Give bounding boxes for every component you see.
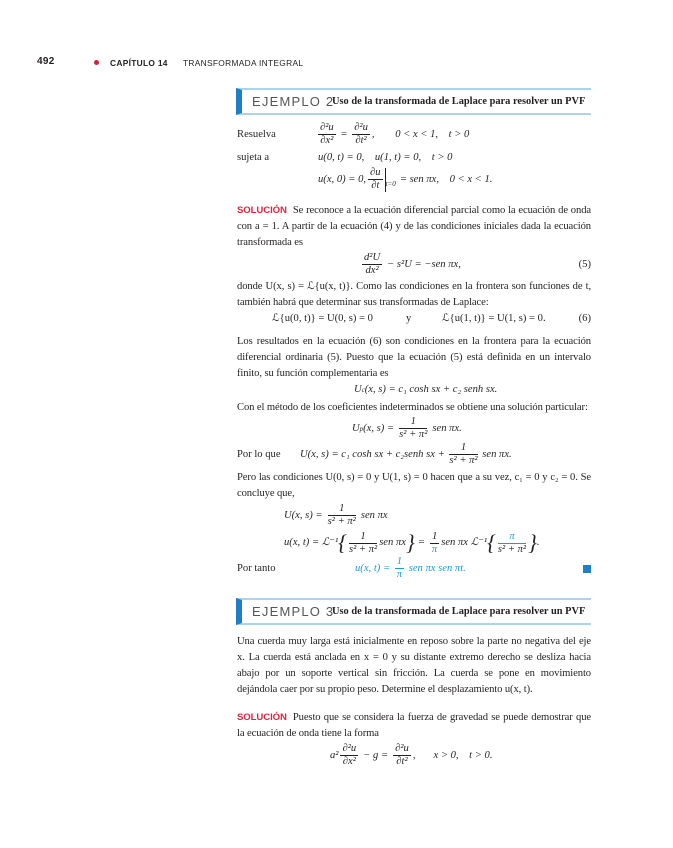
right: sen πx xyxy=(360,509,388,521)
equation-5 xyxy=(236,252,591,277)
den: ∂t² xyxy=(396,756,408,767)
bullet-icon xyxy=(94,60,99,65)
example-label: EJEMPLO 3 xyxy=(252,604,335,619)
left: u(x, t) = xyxy=(355,562,391,574)
example-title: Uso de la transformada de Laplace para resolver un PVF xyxy=(332,606,586,617)
num: π xyxy=(498,531,526,544)
mid: sen πx xyxy=(379,537,406,548)
right: sen πx sen πt. xyxy=(408,562,466,574)
paragraph-3: Los resultados en la ecuación (6) son condiciones en la frontera para la ecuación diferencial ordinaria (5). Puesto que la ecuación (5) está definida en un intervalo finito, su función complementaria es xyxy=(237,336,591,379)
sub: p xyxy=(359,424,364,433)
solution-paragraph-3 xyxy=(236,710,591,742)
den: ∂x² xyxy=(342,756,356,767)
left: (x, s) = xyxy=(363,422,395,434)
den: ∂x² xyxy=(320,135,334,146)
right: sen πx. xyxy=(482,448,512,460)
domain: 0 < x < 1, t > 0 xyxy=(395,128,470,140)
end: . xyxy=(536,537,540,548)
eq: = xyxy=(417,537,425,548)
inverse-transform: u(x, t) = ℒ⁻¹ { $\frac{1}{\text{s² + π²}}$ sen πx } = $\frac{1}{\pi}$ sen πx ℒ⁻¹ { $\frac{\pi}{\text{s² + π²}}$ } . xyxy=(284,530,540,555)
den: s² + π² xyxy=(348,543,378,555)
rest: − s²U = −sen πx, xyxy=(387,258,461,270)
boundary-conditions: u(0, t) = 0, u(1, t) = 0, t > 0 xyxy=(318,152,453,163)
paragraph-4: Con el método de los coeficientes indeterminados se obtiene una solución particular: xyxy=(237,402,588,413)
example-title: Uso de la transformada de Laplace para resolver un PVF xyxy=(332,96,586,107)
chapter-title: TRANSFORMADA INTEGRAL xyxy=(183,58,304,68)
eq6-right: ℒ{u(1, t)} = U(1, s) = 0. xyxy=(442,313,546,324)
equation-6 xyxy=(236,311,591,327)
coef: a² xyxy=(330,749,339,761)
den: π xyxy=(431,543,438,555)
transformed-solution xyxy=(236,503,591,528)
equation-tag-5: (5) xyxy=(578,258,591,270)
eq6-left: ℒ{u(0, t)} = U(0, s) = 0 xyxy=(272,313,373,324)
den: s² + π² xyxy=(327,516,356,527)
left: U(x, s) = xyxy=(284,509,323,521)
final-solution xyxy=(355,556,466,581)
num: 1 xyxy=(449,442,477,455)
ic-right: = sen πx, 0 < x < 1. xyxy=(399,173,493,185)
page-number: 492 xyxy=(37,56,55,67)
eval-sub: t=0 xyxy=(385,180,396,188)
solution-label: SOLUCIÓN xyxy=(237,712,287,723)
eq6-and: y xyxy=(406,313,412,324)
complementary-function xyxy=(236,382,591,398)
num: 1 xyxy=(349,531,377,544)
num: ∂u xyxy=(370,167,381,178)
domain: x > 0, t > 0. xyxy=(433,749,493,761)
ic-left: u(x, 0) = 0, xyxy=(318,173,367,185)
comma: , xyxy=(371,128,375,140)
solution-paragraph-1 xyxy=(236,203,591,251)
text: Puesto que se considera la fuerza de gravedad se puede demostrar que la ecuación de onda tiene la forma xyxy=(237,712,591,739)
mid2: sen πx ℒ⁻¹ xyxy=(441,537,488,548)
initial-conditions xyxy=(236,167,591,192)
num: ∂²u xyxy=(395,743,409,754)
main-column xyxy=(236,88,591,768)
sujeta-row xyxy=(236,150,591,166)
num: ∂²u xyxy=(342,743,357,754)
num: d²U xyxy=(364,252,381,263)
comma: , xyxy=(412,749,416,761)
num: 1 xyxy=(399,416,427,429)
den: s² + π² xyxy=(449,455,478,466)
num: 1 xyxy=(396,556,403,567)
example-label: EJEMPLO 2 xyxy=(252,94,335,109)
den: ∂t² xyxy=(355,135,367,146)
den: s² + π² xyxy=(497,543,527,555)
pde-equation xyxy=(316,122,469,147)
u: U xyxy=(352,422,360,434)
den: s² + π² xyxy=(399,429,428,440)
general-solution xyxy=(300,442,512,467)
resuelva-label: Resuelva xyxy=(237,128,276,140)
text: Se reconoce a la ecuación diferencial parcial como la ecuación de onda con a = 1. A partir de la ecuación (4) y de las condiciones iniciales dada la ecuación transformada es xyxy=(237,205,591,248)
paragraph-5: Pero las condiciones U(0, s) = 0 y U(1, s) = 0 hacen que a su vez, c₁ = 0 y c₂ = 0. Se concluye que, xyxy=(237,472,591,499)
left: u(x, t) = ℒ⁻¹ xyxy=(284,537,339,548)
example-3-statement: Una cuerda muy larga está inicialmente en reposo sobre la parte no negativa del eje x. La cuerda está anclada en x = 0 y su distante extremo derecho se desliza hacia abajo por un soporte vertical sin fricción. La cuerda se pone en movimiento dejándola caer por su propio peso. Determine el desplazamiento u(x, t). xyxy=(237,636,591,695)
sub: c xyxy=(361,386,365,394)
paragraph-2: donde U(x, s) = ℒ{u(x, t)}. Como las condiciones en la frontera son funciones de t, también habrá que determinar sus transformadas de Laplace: xyxy=(237,281,591,308)
end-of-example-icon xyxy=(583,565,591,573)
u: U xyxy=(354,384,362,395)
den: π xyxy=(396,569,403,580)
mid: − g = xyxy=(363,749,389,761)
sujeta-label: sujeta a xyxy=(237,152,270,163)
eq: = xyxy=(340,128,348,140)
por-tanto-row xyxy=(236,556,591,581)
den: dx² xyxy=(365,265,379,276)
rest: (x, s) = c₁ cosh sx + c₂ senh sx. xyxy=(364,384,498,395)
resuelva-row xyxy=(236,122,591,147)
por-lo-que-label: Por lo que xyxy=(237,448,281,460)
equation-tag-6: (6) xyxy=(578,313,591,324)
num: ∂²u xyxy=(354,122,368,133)
example-2-banner xyxy=(236,88,591,115)
num: ∂²u xyxy=(320,122,334,133)
example-3-banner xyxy=(236,598,591,625)
left: U(x, s) = c₁ cosh sx + c₂senh sx + xyxy=(300,448,445,460)
den: ∂t xyxy=(371,180,380,191)
wave-equation-gravity xyxy=(236,743,591,768)
chapter-label: CAPÍTULO 14 xyxy=(110,58,168,68)
num: 1 xyxy=(328,503,356,516)
right: sen πx. xyxy=(432,422,462,434)
por-tanto-label: Por tanto xyxy=(237,562,276,574)
por-lo-que-row xyxy=(236,442,591,467)
particular-solution xyxy=(236,416,591,441)
solution-label: SOLUCIÓN xyxy=(237,205,287,216)
num: 1 xyxy=(431,530,438,542)
